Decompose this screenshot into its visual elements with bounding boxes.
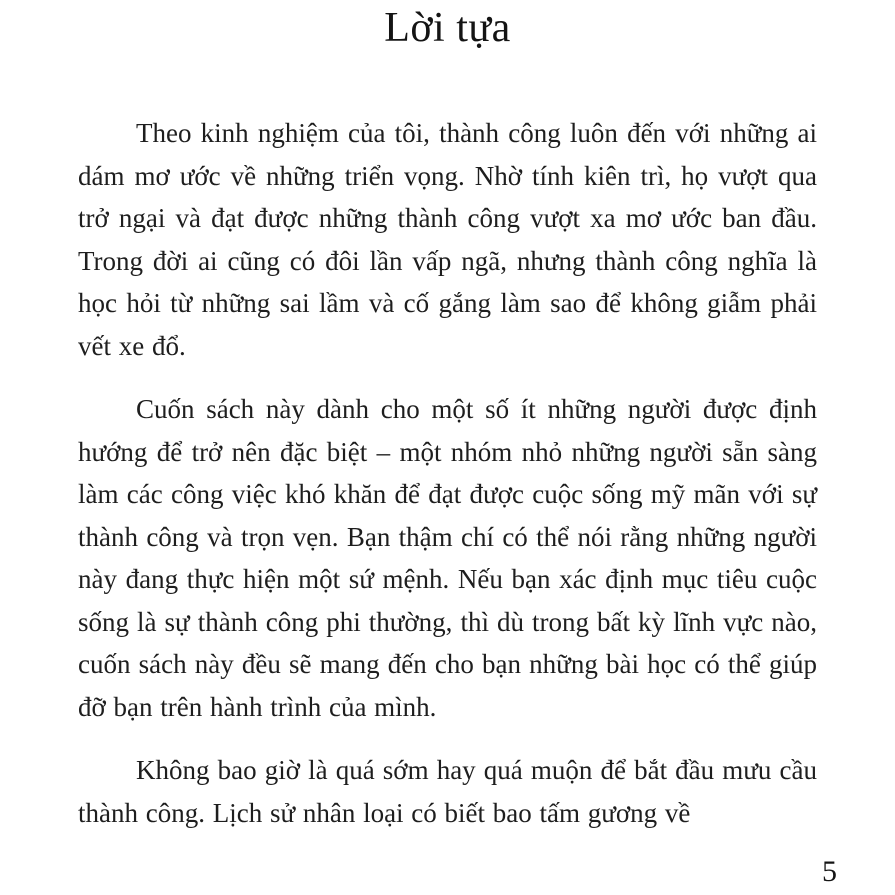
paragraph: Không bao giờ là quá sớm hay quá muộn để bắt đầu mưu cầu thành công. Lịch sử nhân loại có biết bao tấm gương về	[78, 755, 817, 828]
page-title: Lời tựa	[384, 5, 511, 51]
paragraph: Cuốn sách này dành cho một số ít những người được định hướng để trở nên đặc biệt – một nhóm nhỏ những người sẵn sàng làm các công việc khó khăn để đạt được cuộc sống mỹ mãn với sự thành công và trọn vẹn. Bạn thậm chí có thể nói rằng những người này đang thực hiện một sứ mệnh. Nếu bạn xác định mục tiêu cuộc sống là sự thành công phi thường, thì dù trong bất kỳ lĩnh vực nào, cuốn sách này đều sẽ mang đến cho bạn những bài học có thể giúp đỡ bạn trên hành trình của mình.	[78, 394, 817, 722]
page-number: 5	[822, 855, 837, 888]
page-body	[78, 112, 817, 834]
paragraph: Theo kinh nghiệm của tôi, thành công luôn đến với những ai dám mơ ước về những triển vọng. Nhờ tính kiên trì, họ vượt qua trở ngại và đạt được những thành công vượt xa mơ ước ban đầu. Trong đời ai cũng có đôi lần vấp ngã, nhưng thành công nghĩa là học hỏi từ những sai lầm và cố gắng làm sao để không giẫm phải vết xe đổ.	[78, 118, 817, 361]
